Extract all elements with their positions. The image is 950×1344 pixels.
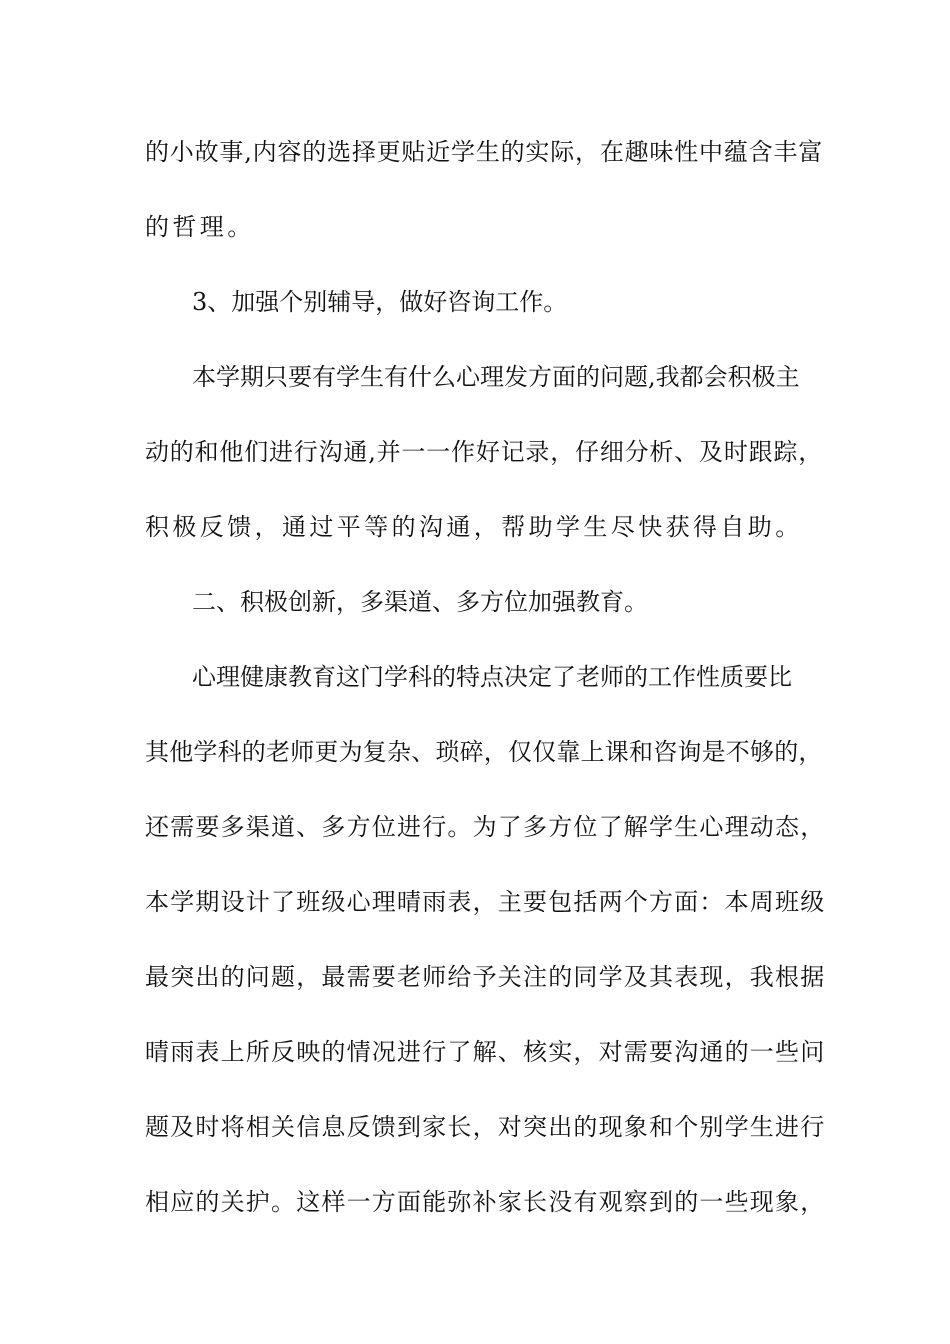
text-line: 还需要多渠道、多方位进行。为了多方位了解学生心理动态，	[145, 813, 826, 841]
text-line: 相应的关护。这样一方面能弥补家长没有观察到的一些现象，	[145, 1188, 826, 1216]
section-heading: 3、加强个别辅导，做好咨询工作。	[192, 288, 568, 316]
text-line: 题及时将相关信息反馈到家长，对突出的现象和个别学生进行	[145, 1113, 826, 1141]
section-heading: 二、积极创新，多渠道、多方位加强教育。	[192, 588, 648, 616]
text-line: 积极反馈，通过平等的沟通，帮助学生尽快获得自助。	[145, 513, 803, 541]
paragraph-line: 本学期只要有学生有什么心理发方面的问题,我都会积极主	[192, 363, 800, 391]
text-line: 动的和他们进行沟通,并一一作好记录，仔细分析、及时跟踪，	[145, 438, 824, 466]
text-line: 的哲理。	[145, 213, 255, 241]
paragraph-line: 心理健康教育这门学科的特点决定了老师的工作性质要比	[192, 663, 792, 691]
text-line: 其他学科的老师更为复杂、琐碎，仅仅靠上课和咨询是不够的，	[145, 738, 823, 766]
text-line: 本学期设计了班级心理晴雨表，主要包括两个方面：本周班级	[145, 888, 826, 916]
text-line: 最突出的问题，最需要老师给予关注的同学及其表现，我根据	[145, 963, 826, 991]
text-line: 晴雨表上所反映的情况进行了解、核实，对需要沟通的一些问	[145, 1038, 826, 1066]
text-line: 的小故事,内容的选择更贴近学生的实际，在趣味性中蕴含丰富	[145, 138, 824, 166]
